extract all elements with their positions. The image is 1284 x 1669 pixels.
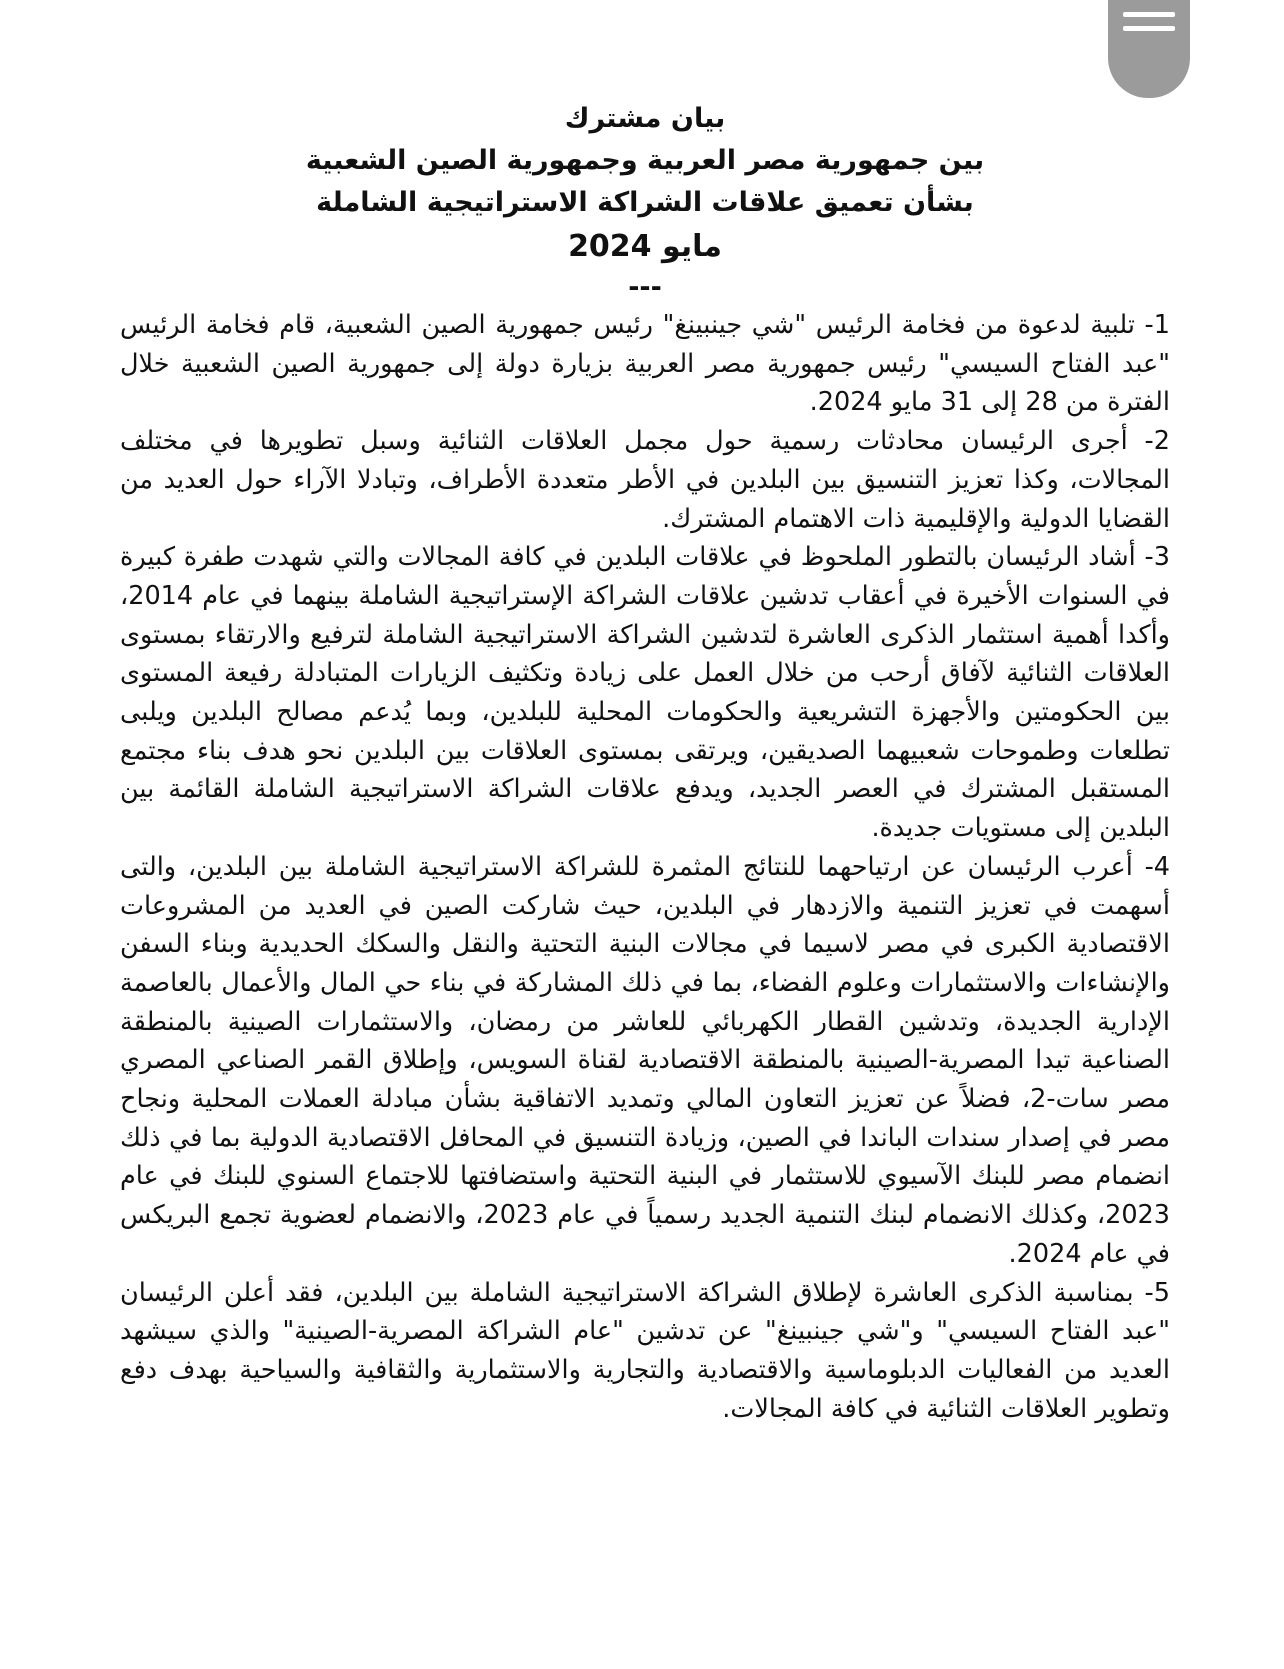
menu-tab[interactable] — [1108, 0, 1190, 98]
document-page — [120, 98, 1170, 1428]
document-topic: بشأن تعميق علاقات الشراكة الاستراتيجية الشاملة — [316, 187, 974, 218]
header-separator: --- — [628, 272, 662, 303]
document-header — [120, 98, 1170, 306]
hamburger-menu-icon — [1123, 12, 1175, 17]
paragraph-2: 2- أجرى الرئيسان محادثات رسمية حول مجمل العلاقات الثنائية وسبل تطويرها في مختلف المجالات، وكذا تعزيز التنسيق بين البلدين في الأطر متعددة الأطراف، وتبادلا الآراء حول العديد من القضايا الدولية والإقليمية ذات الاهتمام المشترك. — [120, 426, 1170, 534]
document-date: مايو 2024 — [568, 229, 722, 264]
paragraph-3: 3- أشاد الرئيسان بالتطور الملحوظ في علاقات البلدين في كافة المجالات والتي شهدت طفرة كبيرة في السنوات الأخيرة في أعقاب تدشين علاقات الشراكة الإستراتيجية الشاملة بينهما في عام 2014، وأكدا أهمية استثمار الذكرى العاشرة لتدشين الشراكة الاستراتيجية الشاملة لترفيع والارتقاء بمستوى العلاقات الثنائية لآفاق أرحب من خلال العمل على زيادة وتكثيف الزيارات المتبادلة رفيعة المستوى بين الحكومتين والأجهزة التشريعية والحكومات المحلية للبلدين، وبما يُدعم مصالح البلدين ويلبى تطلعات وطموحات شعبيهما الصديقين، ويرتقى بمستوى العلاقات بين البلدين نحو هدف بناء مجتمع المستقبل المشترك في العصر الجديد، ويدفع علاقات الشراكة الاستراتيجية الشاملة القائمة بين البلدين إلى مستويات جديدة. — [120, 542, 1170, 844]
paragraph-1: 1- تلبية لدعوة من فخامة الرئيس "شي جينبينغ" رئيس جمهورية الصين الشعبية، قام فخامة الرئيس "عبد الفتاح السيسي" رئيس جمهورية مصر العربية بزيارة دولة إلى جمهورية الصين الشعبية خلال الفترة من 28 إلى 31 مايو 2024. — [120, 310, 1170, 418]
document-subtitle: بين جمهورية مصر العربية وجمهورية الصين الشعبية — [305, 145, 985, 176]
document-body — [120, 306, 1170, 1428]
paragraph-5: 5- بمناسبة الذكرى العاشرة لإطلاق الشراكة الاستراتيجية الشاملة بين البلدين، فقد أعلن الرئيسان "عبد الفتاح السيسي" و"شي جينبينغ" عن تدشين "عام الشراكة المصرية-الصينية" والذي سيشهد العديد من الفعاليات الدبلوماسية والاقتصادية والتجارية والاستثمارية والثقافية والسياحية بهدف دفع وتطوير العلاقات الثنائية في كافة المجالات. — [120, 1277, 1170, 1424]
document-title: بيان مشترك — [564, 103, 726, 134]
paragraph-4: 4- أعرب الرئيسان عن ارتياحهما للنتائج المثمرة للشراكة الاستراتيجية الشاملة بين البلدين، والتى أسهمت في تعزيز التنمية والازدهار في البلدين، حيث شاركت الصين في العديد من المشروعات الاقتصادية الكبرى في مصر لاسيما في مجالات البنية التحتية والنقل والسكك الحديدية وبناء السفن والإنشاءات والاستثمارات وعلوم الفضاء، بما في ذلك المشاركة في بناء حي المال والأعمال بالعاصمة الإدارية الجديدة، وتدشين القطار الكهربائي للعاشر من رمضان، والاستثمارات الصينية بالمنطقة الصناعية تيدا المصرية-الصينية بالمنطقة الاقتصادية لقناة السويس، وإطلاق القمر الصناعي المصري مصر سات-2، فضلاً عن تعزيز التعاون المالي وتمديد الاتفاقية بشأن مبادلة العملات المحلية ونجاح مصر في إصدار سندات الباندا في الصين، وزيادة التنسيق في المحافل الاقتصادية الدولية بما في ذلك انضمام مصر للبنك الآسيوي للاستثمار في البنية التحتية واستضافتها للاجتماع السنوي للبنك في عام 2023، وكذلك الانضمام لبنك التنمية الجديد رسمياً في عام 2023، والانضمام لعضوية تجمع البريكس في عام 2024. — [120, 851, 1170, 1269]
hamburger-menu-icon-bar — [1123, 26, 1175, 31]
